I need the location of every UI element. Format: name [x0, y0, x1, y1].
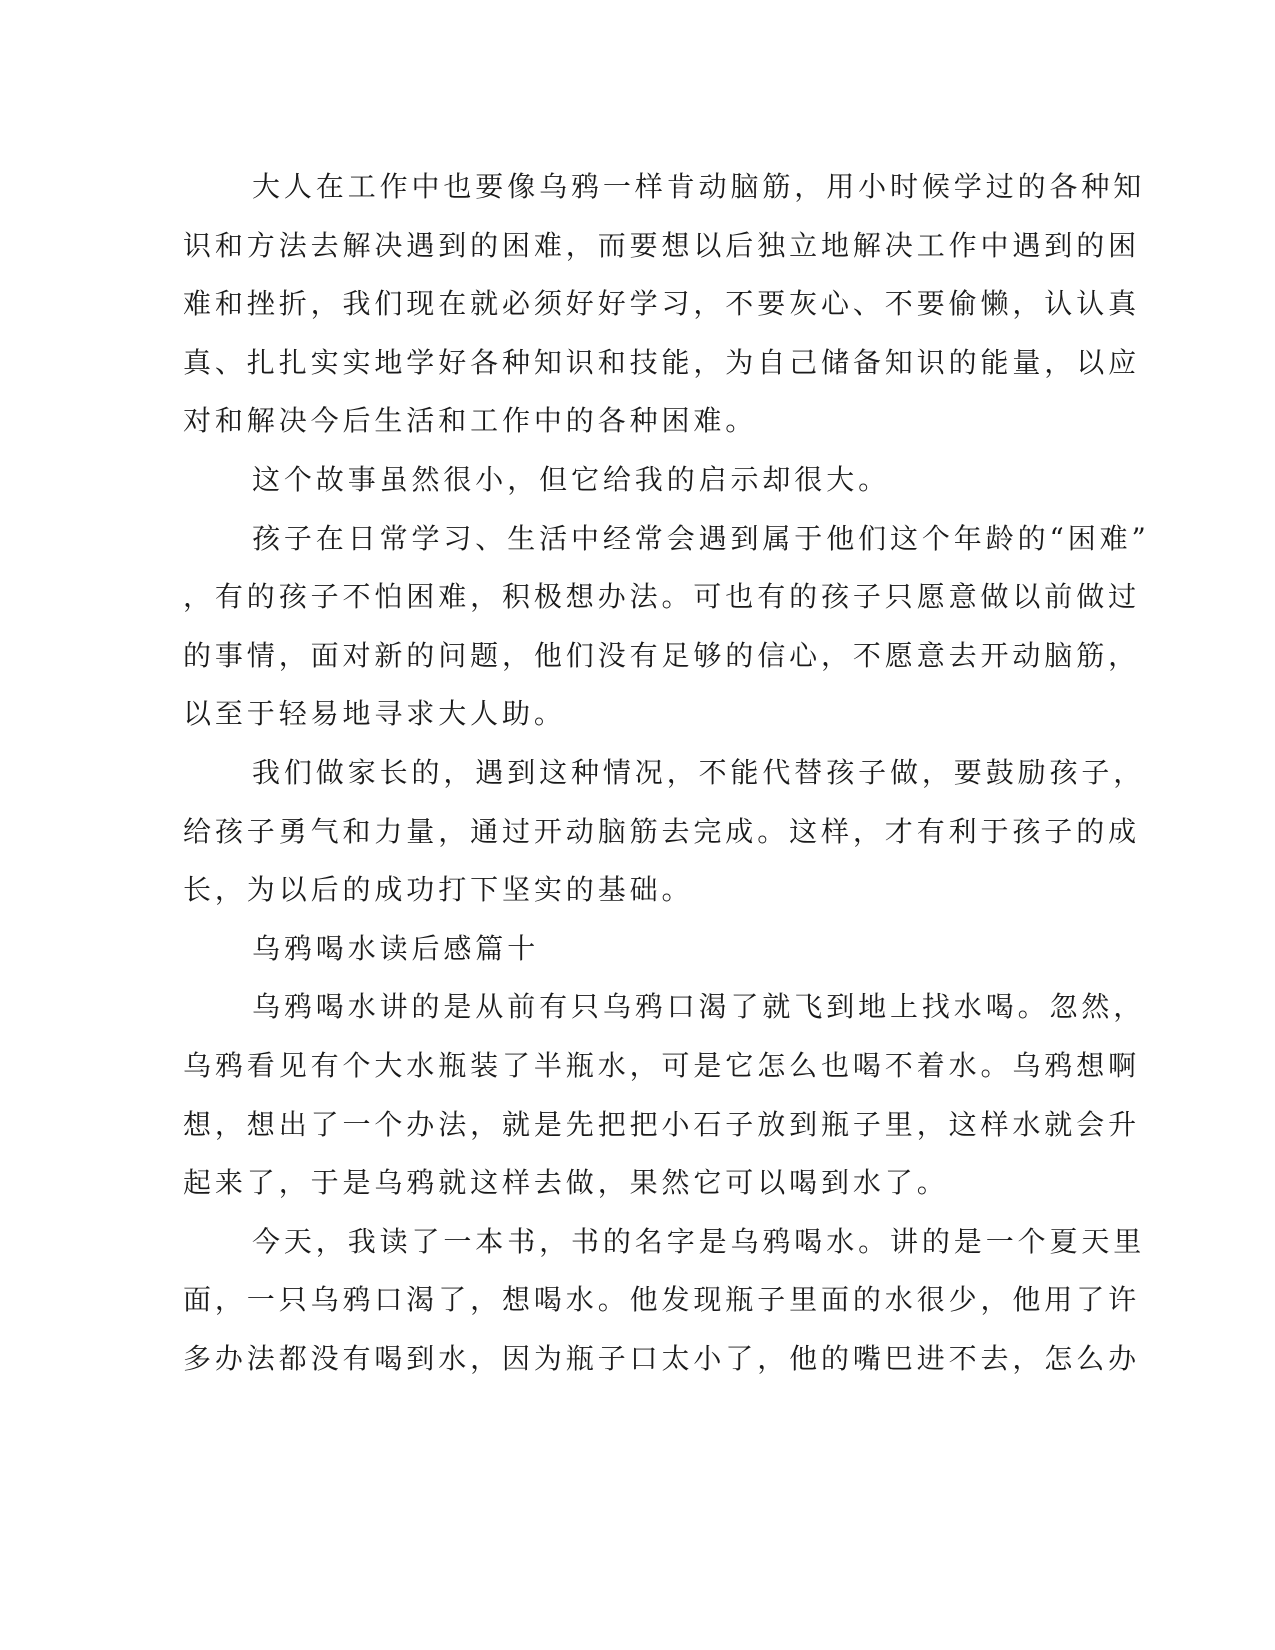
text-line: 我们做家长的，遇到这种情况，不能代替孩子做，要鼓励孩子，: [252, 755, 1146, 789]
text-line: 识和方法去解决遇到的困难，而要想以后独立地解决工作中遇到的困: [183, 228, 1141, 262]
text-line: 对和解决今后生活和工作中的各种困难。: [183, 404, 758, 438]
text-line: 起来了，于是乌鸦就这样去做，果然它可以喝到水了。: [183, 1166, 949, 1200]
text-line: 长，为以后的成功打下坚实的基础。: [183, 873, 694, 907]
document-body: [183, 158, 1150, 1388]
text-line: 乌鸦看见有个大水瓶装了半瓶水，可是它怎么也喝不着水。乌鸦想啊: [183, 1048, 1141, 1082]
text-line: 这个故事虽然很小，但它给我的启示却很大。: [252, 462, 891, 496]
text-line: 面，一只乌鸦口渴了，想喝水。他发现瓶子里面的水很少，他用了许: [183, 1283, 1141, 1317]
text-line: 乌鸦喝水讲的是从前有只乌鸦口渴了就飞到地上找水喝。忽然，: [252, 990, 1146, 1024]
text-line: 难和挫折，我们现在就必须好好学习，不要灰心、不要偷懒，认认真: [183, 287, 1141, 321]
text-line: 多办法都没有喝到水，因为瓶子口太小了，他的嘴巴进不去，怎么办: [183, 1341, 1141, 1375]
text-line: 以至于轻易地寻求大人助。: [183, 697, 566, 731]
text-line: 的事情，面对新的问题，他们没有足够的信心，不愿意去开动脑筋，: [183, 638, 1141, 672]
text-line: 孩子在日常学习、生活中经常会遇到属于他们这个年龄的“困难”: [252, 521, 1150, 555]
text-line: 今天，我读了一本书，书的名字是乌鸦喝水。讲的是一个夏天里: [252, 1224, 1146, 1258]
text-line: ，有的孩子不怕困难，积极想办法。可也有的孩子只愿意做以前做过: [183, 580, 1141, 614]
text-line: 大人在工作中也要像乌鸦一样肯动脑筋，用小时候学过的各种知: [252, 170, 1146, 203]
text-line: 给孩子勇气和力量，通过开动脑筋去完成。这样，才有利于孩子的成: [183, 814, 1141, 848]
text-line: 真、扎扎实实地学好各种知识和技能，为自己储备知识的能量，以应: [183, 345, 1141, 379]
section-heading: 乌鸦喝水读后感篇十: [252, 931, 540, 965]
text-line: 想，想出了一个办法，就是先把把小石子放到瓶子里，这样水就会升: [183, 1107, 1141, 1141]
